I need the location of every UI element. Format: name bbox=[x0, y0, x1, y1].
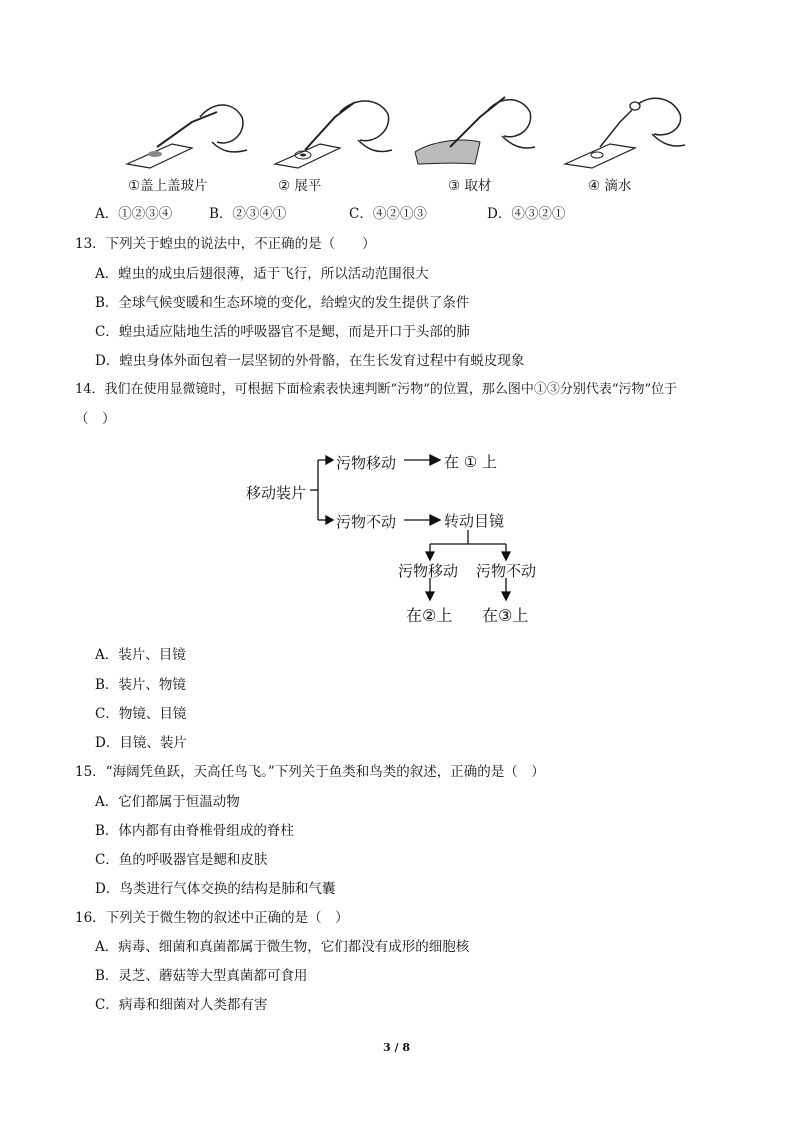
flow-result3: 在③上 bbox=[482, 606, 529, 625]
question-13-option-b: B．全球气候变暖和生态环境的变化，给蝗灾的发生提供了条件 bbox=[95, 295, 470, 311]
option-d: D．④③②① bbox=[487, 206, 566, 222]
option-c: C．④②①③ bbox=[349, 206, 427, 222]
flow-sub2: 污物不动 bbox=[476, 562, 537, 580]
question-14-option-a: A．装片、目镜 bbox=[95, 647, 186, 663]
flow-step2: 转动目镜 bbox=[444, 512, 505, 530]
question-13-option-d: D．蝗虫身体外面包着一层坚韧的外骨骼，在生长发育过程中有蜕皮现象 bbox=[95, 353, 525, 369]
question-13-option-c: C．蝗虫适应陆地生活的呼吸器官不是鳃，而是开口于头部的肺 bbox=[95, 324, 470, 340]
question-14-option-c: C．物镜、目镜 bbox=[95, 706, 187, 722]
flow-result2: 在②上 bbox=[406, 606, 453, 625]
question-14-option-d: D．目镜、装片 bbox=[95, 735, 187, 751]
flow-branch2: 污物不动 bbox=[336, 513, 397, 531]
caption-drop-water: ④ 滴水 bbox=[588, 178, 632, 194]
caption-spread: ② 展平 bbox=[278, 178, 322, 194]
flow-root: 移动装片 bbox=[246, 484, 307, 502]
question-16-option-c: C．病毒和细菌对人类都有害 bbox=[95, 997, 268, 1013]
question-14-stem-line1: 14．我们在使用显微镜时，可根据下面检索表快速判断“污物”的位置，那么图中①③分别代表“污物”位于 bbox=[75, 382, 678, 397]
question-16-stem: 16．下列关于微生物的叙述中正确的是（ ） bbox=[75, 910, 349, 926]
flow-result1: 在 ① 上 bbox=[444, 453, 497, 471]
flow-sub1: 污物移动 bbox=[398, 562, 459, 580]
question-15-option-c: C．鱼的呼吸器官是鳃和皮肤 bbox=[95, 852, 268, 868]
question-15-option-a: A．它们都属于恒温动物 bbox=[95, 794, 240, 810]
option-a: A．①②③④ bbox=[95, 206, 173, 222]
question-14-stem-line2: （ ） bbox=[75, 411, 116, 427]
flow-branch1: 污物移动 bbox=[336, 454, 397, 472]
question-15-option-b: B．体内都有由脊椎骨组成的脊柱 bbox=[95, 823, 294, 839]
question-13-option-a: A．蝗虫的成虫后翅很薄，适于飞行，所以活动范围很大 bbox=[95, 266, 429, 282]
question-13-stem: 13．下列关于蝗虫的说法中，不正确的是（ ） bbox=[75, 236, 376, 252]
caption-cover-slip: ①盖上盖玻片 bbox=[128, 178, 208, 194]
question-16-option-a: A．病毒、细菌和真菌都属于微生物，它们都没有成形的细胞核 bbox=[95, 939, 470, 955]
question-14-option-b: B．装片、物镜 bbox=[95, 677, 186, 693]
question-16-option-b: B．灵芝、蘑菇等大型真菌都可食用 bbox=[95, 968, 308, 984]
option-b: B．②③④① bbox=[209, 206, 287, 222]
question-15-option-d: D．鸟类进行气体交换的结构是肺和气囊 bbox=[95, 881, 336, 897]
question-15-stem: 15．“海阔凭鱼跃，天高任鸟飞。”下列关于鱼类和鸟类的叙述，正确的是（ ） bbox=[75, 764, 545, 780]
caption-take-material: ③ 取材 bbox=[448, 178, 492, 194]
page-number: 3 / 8 bbox=[383, 1041, 410, 1054]
